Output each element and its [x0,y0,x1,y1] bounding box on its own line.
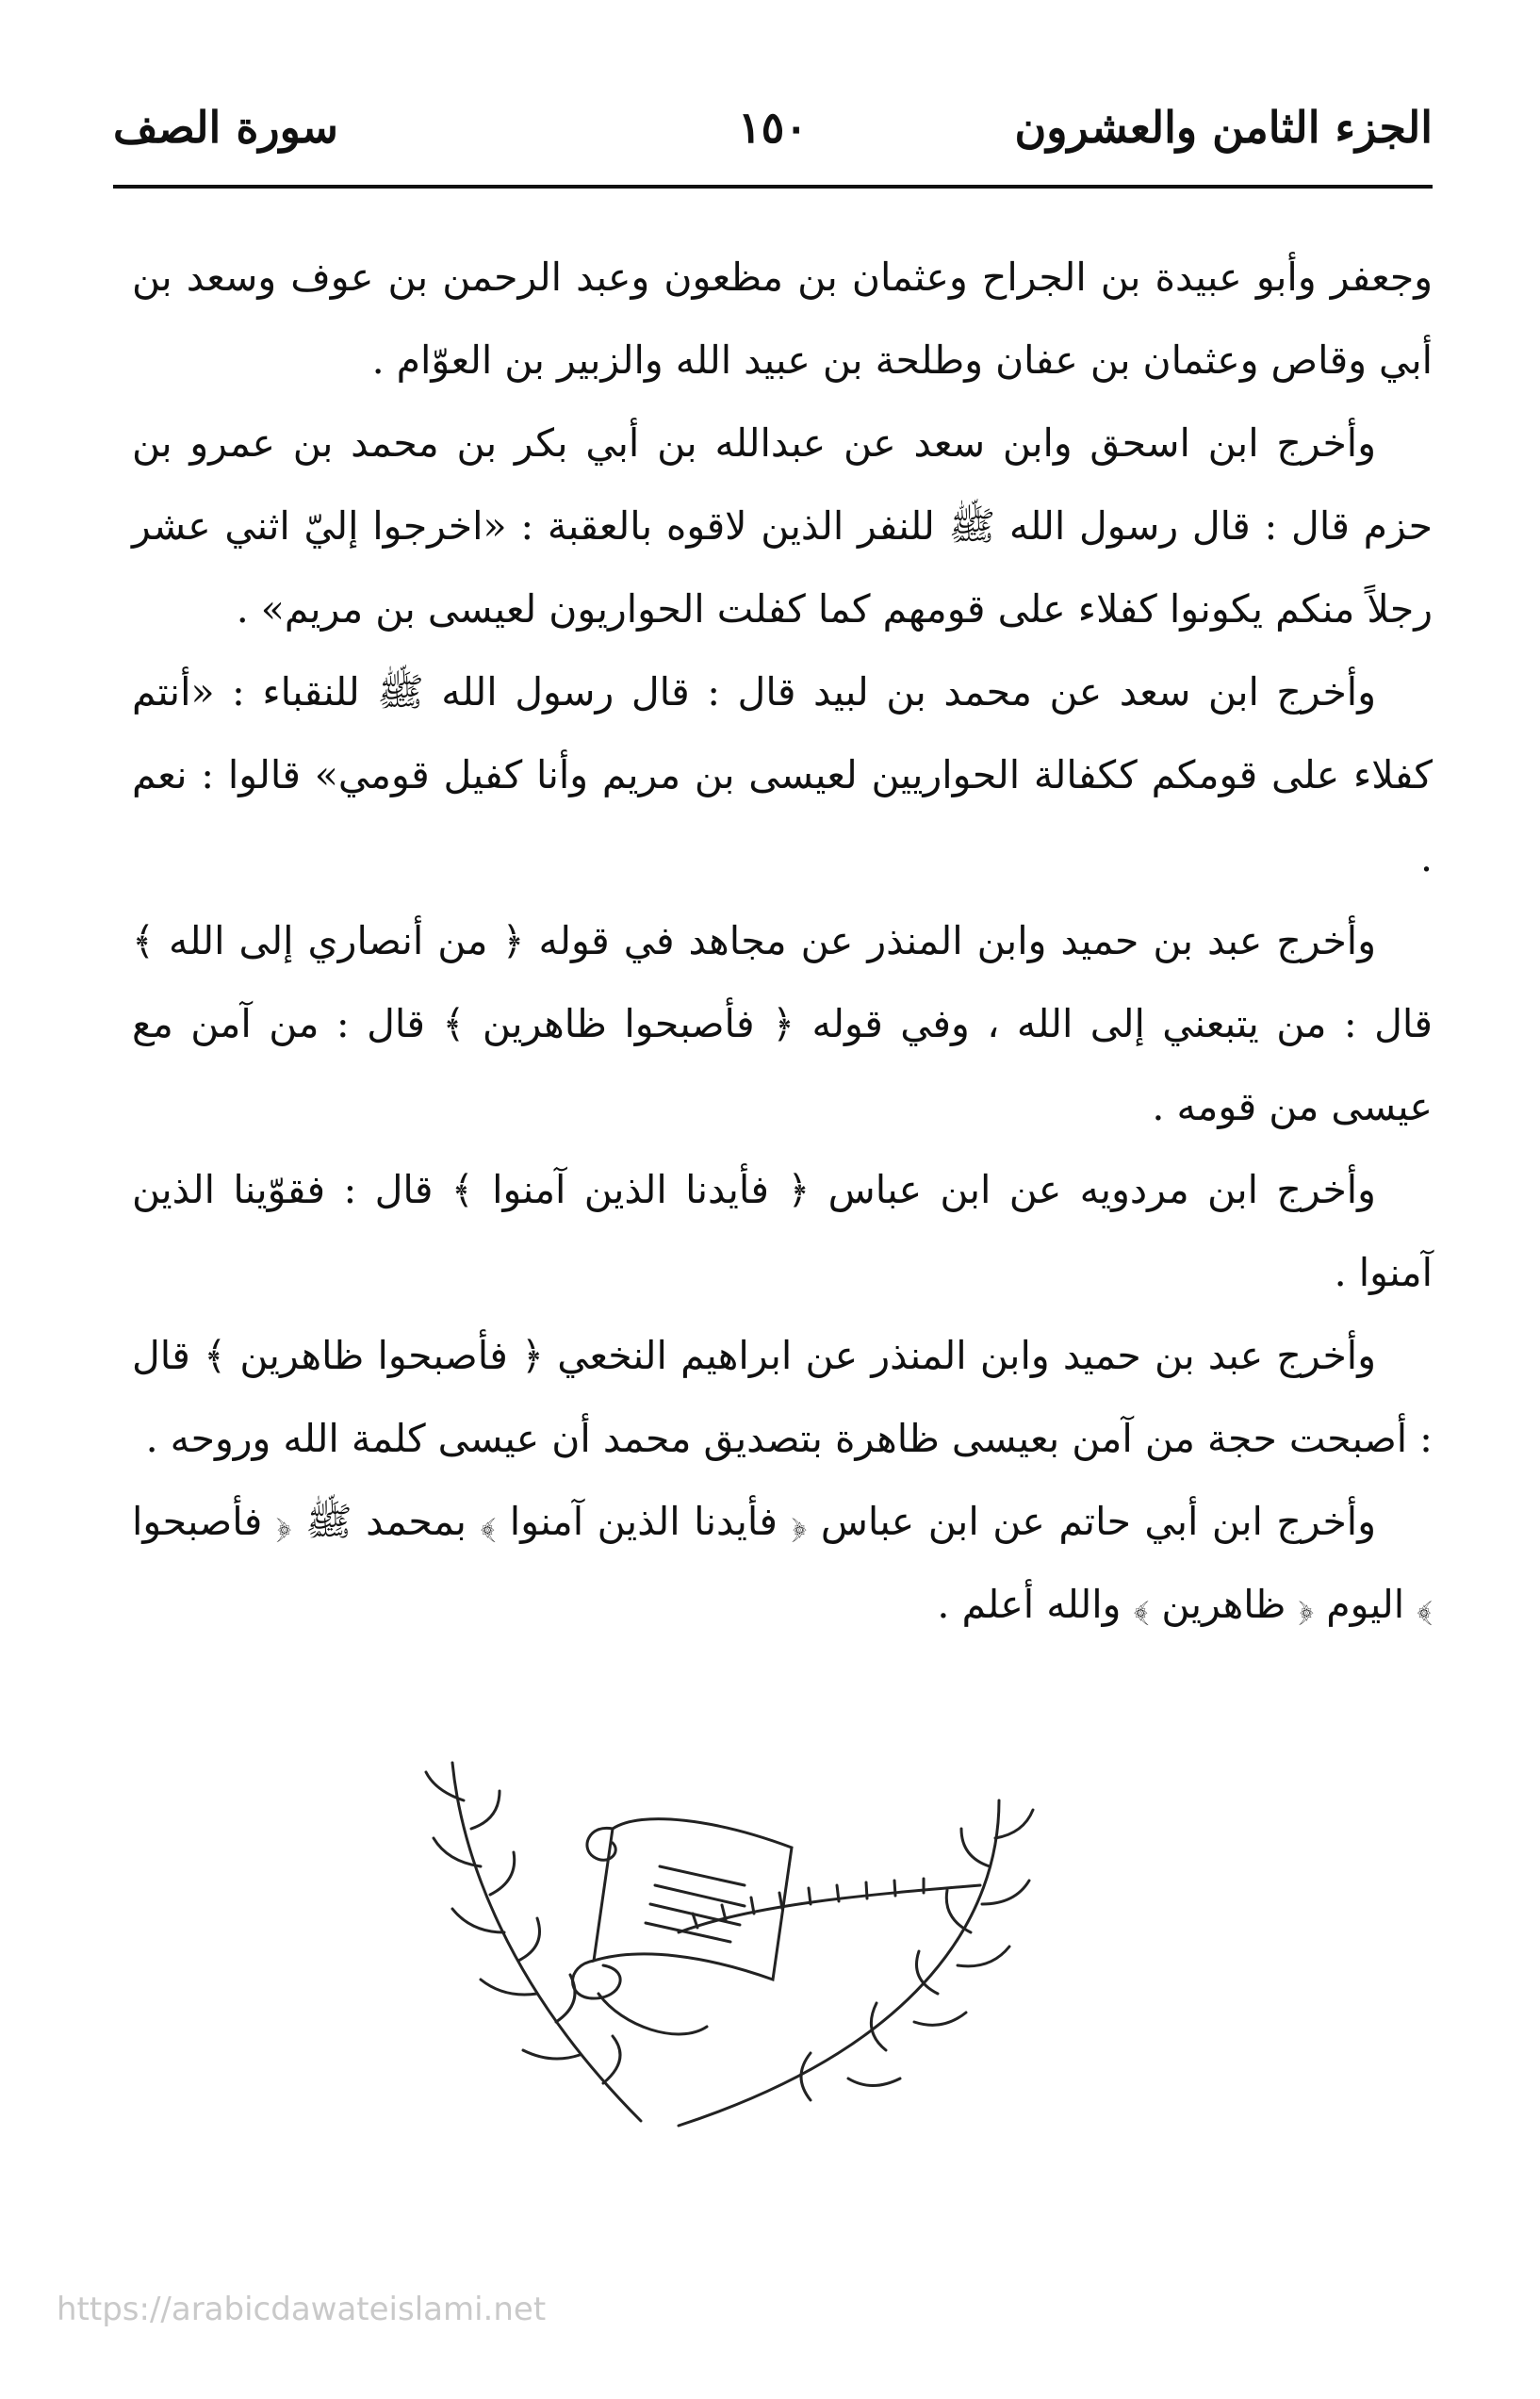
paragraph: وأخرج ابن سعد عن محمد بن لبيد قال : قال رسول الله ﷺ للنقباء : «أنتم كفلاء على قومكم ككفالة الحواريين لعيسى بن مريم وأنا كفيل قومي» قالوا : نعم . [132,669,1433,880]
paragraph: وأخرج ابن أبي حاتم عن ابن عباس ﴿ فأيدنا الذين آمنوا ﴾ بمحمد ﷺ ﴿ فأصبحوا ﴾ اليوم ﴿ ظاهرين ﴾ والله أعلم . [132,1499,1433,1627]
running-header [113,99,1433,174]
paragraph: وأخرج ابن اسحق وابن سعد عن عبدالله بن أبي بكر بن محمد بن عمرو بن حزم قال : قال رسول الله ﷺ للنفر الذين لاقوه بالعقبة : «اخرجوا إليّ اثني عشر رجلاً منكم يكونوا كفلاء على قومهم كما كفلت الحواريون لعيسى بن مريم» . [132,420,1433,632]
header-rule [113,185,1433,189]
paragraph: وأخرج عبد بن حميد وابن المنذر عن مجاهد في قوله ﴿ من أنصاري إلى الله ﴾ قال : من يتبعني إلى الله ، وفي قوله ﴿ فأصبحوا ظاهرين ﴾ قال : من آمن مع عيسى من قومه . [132,918,1433,1129]
body-text [132,236,1433,1646]
page-number: ١٥٠ [737,102,809,153]
paragraph: وأخرج عبد بن حميد وابن المنذر عن ابراهيم النخعي ﴿ فأصبحوا ظاهرين ﴾ قال : أصبحت حجة من آمن بعيسى ظاهرة بتصديق محمد أن عيسى كلمة الله وروحه . [132,1333,1433,1461]
paragraph: وجعفر وأبو عبيدة بن الجراح وعثمان بن مظعون وعبد الرحمن بن عوف وسعد بن أبي وقاص وعثمان بن عفان وطلحة بن عبيد الله والزبير بن العوّام . [132,255,1433,383]
scroll-quill-laurel-ornament-icon [396,1744,1056,2140]
watermark-url: https://arabicdawateislami.net [57,2291,547,2328]
surah-title: سورة الصف [113,102,338,153]
paragraph: وأخرج ابن مردويه عن ابن عباس ﴿ فأيدنا الذين آمنوا ﴾ قال : فقوّينا الذين آمنوا . [132,1167,1433,1295]
part-title: الجزء الثامن والعشرون [1014,102,1433,153]
